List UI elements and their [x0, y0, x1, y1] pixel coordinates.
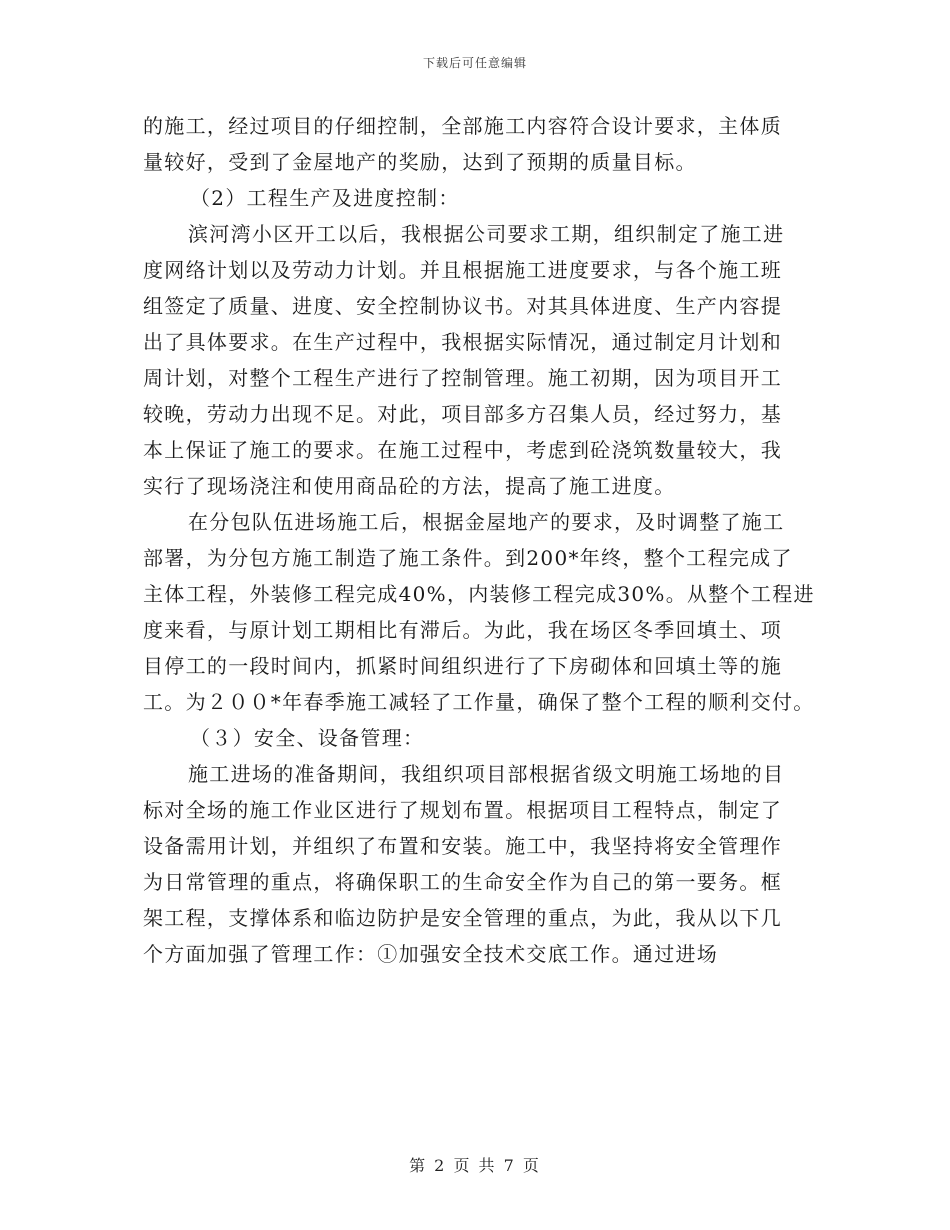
paragraph-start-line: 滨河湾小区开工以后，我根据公司要求工期，组织制定了施工进 — [188, 222, 785, 246]
text-line: 实行了现场浇注和使用商品砼的方法，提高了施工进度。 — [143, 474, 676, 498]
page-header: 下载后可任意编辑 — [422, 56, 527, 70]
page-number: 第 2 页 共 7 页 — [409, 1156, 541, 1175]
text-line: 度网络计划以及劳动力计划。并且根据施工进度要求，与各个施工班 — [143, 258, 782, 282]
text-line: 的施工，经过项目的仔细控制，全部施工内容符合设计要求，主体质 — [143, 114, 782, 138]
text-line: 主体工程，外装修工程完成40%，内装修工程完成30%。从整个工程进 — [143, 582, 815, 606]
text-line: 度来看，与原计划工期相比有滞后。为此，我在场区冬季回填土、项 — [143, 618, 782, 642]
section-heading: （2）工程生产及进度控制： — [190, 186, 460, 210]
text-line: 量较好，受到了金屋地产的奖励，达到了预期的质量目标。 — [143, 150, 697, 174]
paragraph-start-line: 在分包队伍进场施工后，根据金屋地产的要求，及时调整了施工 — [188, 510, 785, 534]
text-line: 周计划，对整个工程生产进行了控制管理。施工初期，因为项目开工 — [143, 366, 782, 390]
text-line: 架工程，支撑体系和临边防护是安全管理的重点，为此，我从以下几 — [143, 906, 782, 930]
text-line: 标对全场的施工作业区进行了规划布置。根据项目工程特点，制定了 — [143, 798, 782, 822]
text-line: 出了具体要求。在生产过程中，我根据实际情况，通过制定月计划和 — [143, 330, 782, 354]
text-line: 个方面加强了管理工作：①加强安全技术交底工作。通过进场 — [143, 942, 719, 966]
document-body — [143, 108, 813, 972]
text-line: 为日常管理的重点，将确保职工的生命安全作为自己的第一要务。框 — [143, 870, 782, 894]
text-line: 工。为２００*年春季施工减轻了工作量，确保了整个工程的顺利交付。 — [143, 690, 815, 714]
text-line: 部署，为分包方施工制造了施工条件。到200*年终，整个工程完成了 — [143, 546, 793, 570]
text-line: 本上保证了施工的要求。在施工过程中，考虑到砼浇筑数量较大，我 — [143, 438, 782, 462]
section-heading: （３）安全、设备管理： — [190, 726, 425, 750]
text-line: 设备需用计划，并组织了布置和安装。施工中，我坚持将安全管理作 — [143, 834, 782, 858]
text-line: 较晚，劳动力出现不足。对此，项目部多方召集人员，经过努力，基 — [143, 402, 782, 426]
text-line: 组签定了质量、进度、安全控制协议书。对其具体进度、生产内容提 — [143, 294, 782, 318]
paragraph-start-line: 施工进场的准备期间，我组织项目部根据省级文明施工场地的目 — [188, 762, 785, 786]
text-line: 目停工的一段时间内，抓紧时间组织进行了下房砌体和回填土等的施 — [143, 654, 782, 678]
